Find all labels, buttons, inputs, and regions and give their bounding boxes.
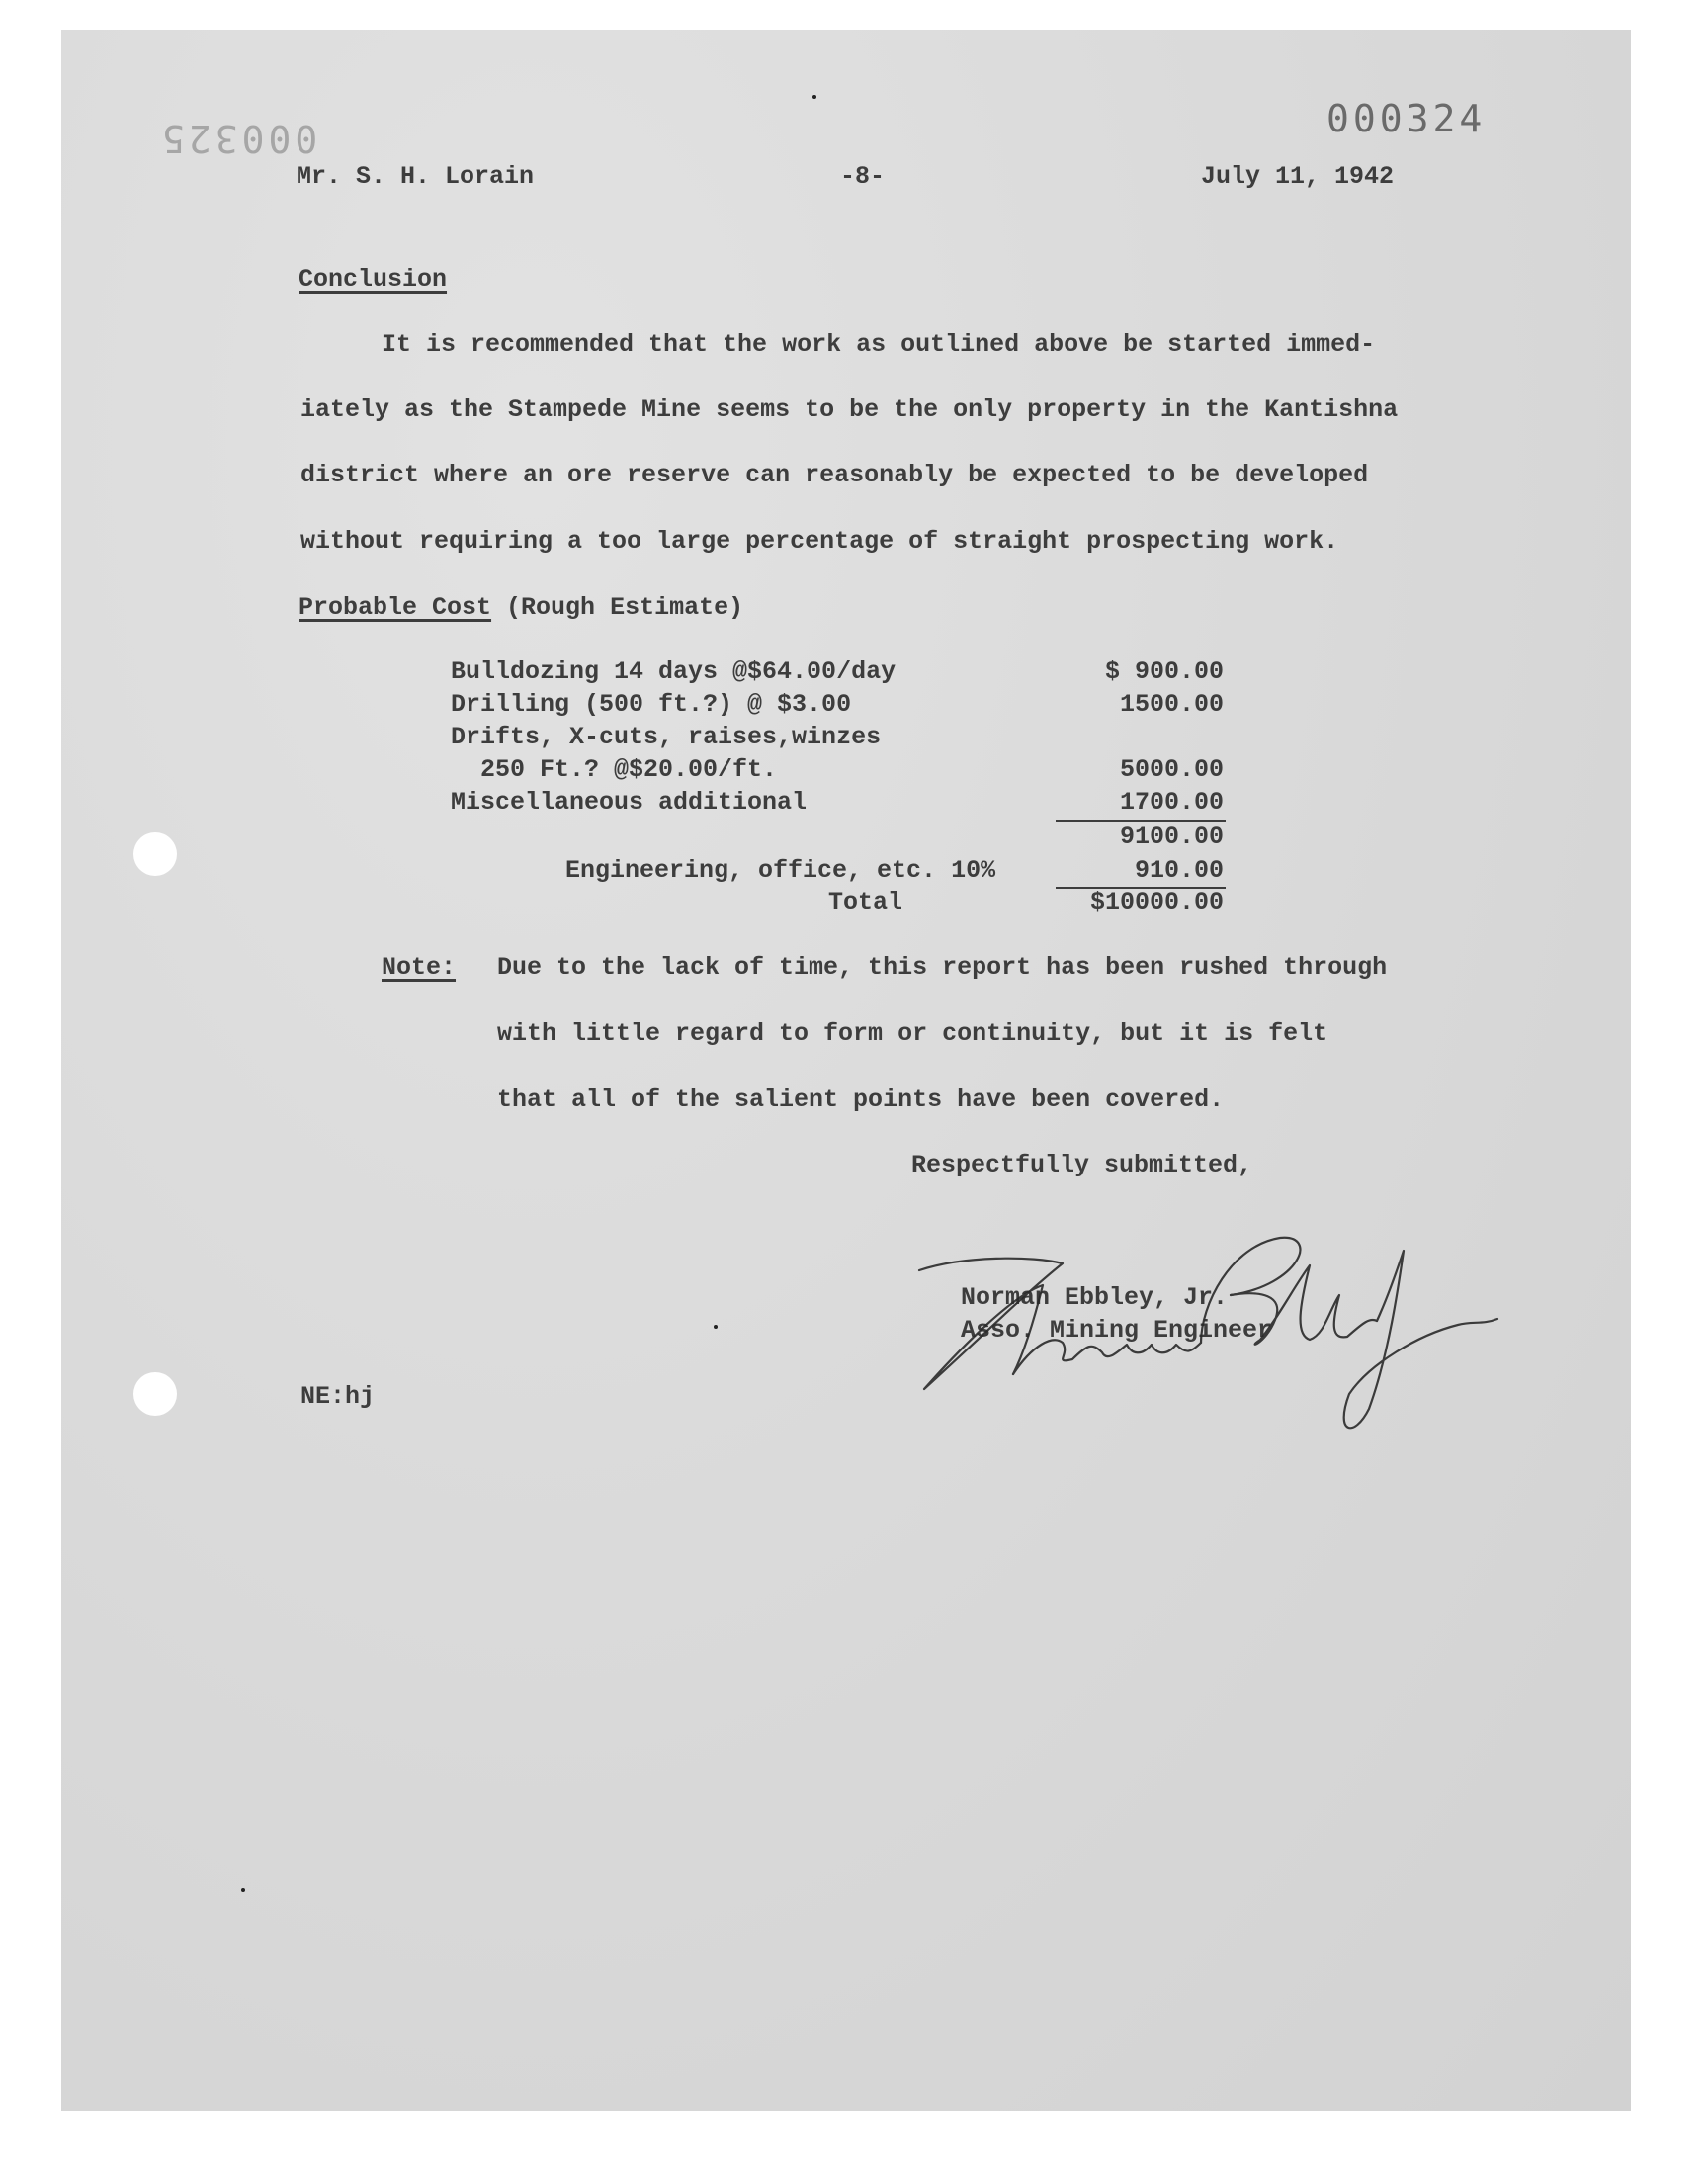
signer-title: Asso. Mining Engineer <box>961 1316 1273 1345</box>
addressee: Mr. S. H. Lorain <box>297 162 535 191</box>
cost-item-label: Miscellaneous additional <box>451 788 808 817</box>
note-line: that all of the salient points have been covered. <box>497 1086 1225 1114</box>
engineering-amount: 910.00 <box>1134 856 1224 885</box>
signer-name: Norman Ebbley, Jr. <box>961 1283 1229 1312</box>
conclusion-line: district where an ore reserve can reasonably be expected to be developed <box>300 461 1369 489</box>
total-label: Total <box>828 888 903 916</box>
cost-item-label: 250 Ft.? @$20.00/ft. <box>451 755 778 784</box>
punch-hole <box>133 1372 177 1416</box>
cost-heading-note: (Rough Estimate) <box>491 593 744 622</box>
mirrored-page-stamp: 000325 <box>158 117 318 160</box>
cost-item-label: Bulldozing 14 days @$64.00/day <box>451 657 897 686</box>
subtotal-rule <box>1056 820 1226 822</box>
cost-item-amount: $ 900.00 <box>1104 657 1224 686</box>
cost-item-amount: 1500.00 <box>1119 690 1224 719</box>
speck <box>714 1325 718 1329</box>
note-line: Due to the lack of time, this report has been rushed through <box>497 953 1388 982</box>
cost-heading-line <box>299 593 743 622</box>
cost-item-label: Drifts, X-cuts, raises,winzes <box>451 723 882 751</box>
closing-salutation: Respectfully submitted, <box>911 1151 1253 1179</box>
speck <box>241 1888 245 1892</box>
handwritten-signature <box>904 1226 1517 1443</box>
cost-item-amount: 5000.00 <box>1119 755 1224 784</box>
conclusion-line: iately as the Stampede Mine seems to be the only property in the Kantishna <box>300 395 1399 424</box>
letter-date: July 11, 1942 <box>1201 162 1395 191</box>
cost-item-label: Drilling (500 ft.?) @ $3.00 <box>451 690 852 719</box>
conclusion-heading: Conclusion <box>299 265 448 294</box>
page-indicator: -8- <box>840 162 886 191</box>
note-label: Note: <box>382 953 457 982</box>
conclusion-line: without requiring a too large percentage of straight prospecting work. <box>300 527 1339 556</box>
cost-heading: Probable Cost <box>299 593 492 622</box>
total-amount: $10000.00 <box>1089 888 1224 916</box>
punch-hole <box>133 832 177 876</box>
cost-item-amount: 1700.00 <box>1119 788 1224 817</box>
speck <box>812 95 816 99</box>
engineering-label: Engineering, office, etc. 10% <box>565 856 996 885</box>
page-number-stamp: 000324 <box>1326 97 1487 140</box>
subtotal-amount: 9100.00 <box>1119 823 1224 851</box>
initials: NE:hj <box>300 1382 376 1411</box>
conclusion-line: It is recommended that the work as outlined above be started immed- <box>382 330 1376 359</box>
note-line: with little regard to form or continuity, but it is felt <box>497 1019 1328 1048</box>
